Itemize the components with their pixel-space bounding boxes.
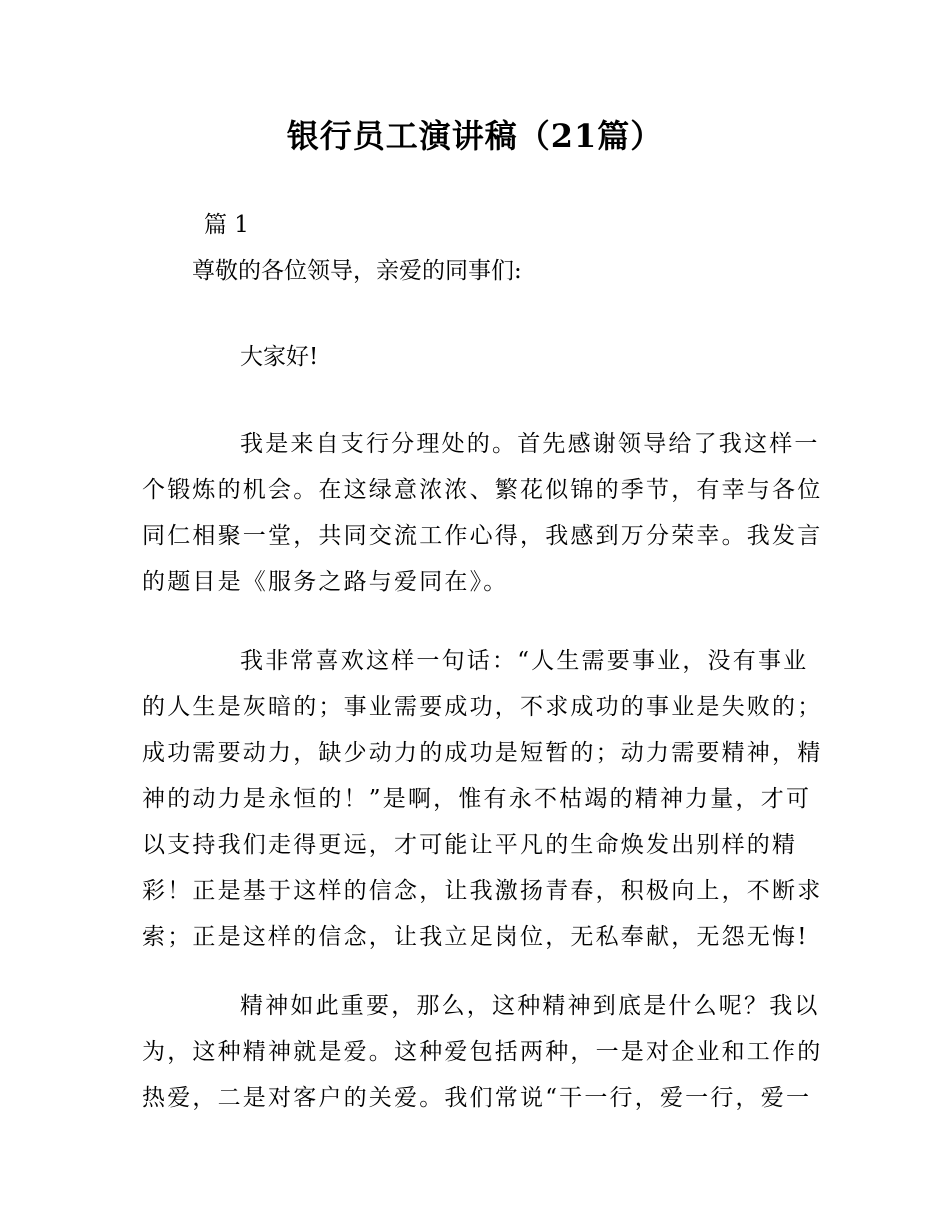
- paragraph-line: 我非常喜欢这样一句话：“人生需要事业，没有事业: [240, 648, 809, 674]
- paragraph-line: 精神如此重要，那么，这种精神到底是什么呢？我以: [240, 993, 820, 1019]
- paragraph-line: 以支持我们走得更远，才可能让平凡的生命焕发出别样的精: [142, 832, 798, 858]
- paragraph-line: 成功需要动力，缺少动力的成功是短暂的；动力需要精神，精: [142, 740, 823, 766]
- body-paragraph: [142, 421, 823, 605]
- body-paragraph: [142, 638, 823, 960]
- paragraph-line: 个锻炼的机会。在这绿意浓浓、繁花似锦的季节，有幸与各位: [142, 477, 823, 503]
- paragraph-line: 索；正是这样的信念，让我立足岗位，无私奉献，无怨无悔!: [142, 924, 809, 950]
- paragraph-line: 的题目是《服务之路与爱同在》。: [142, 569, 509, 595]
- paragraph-line: 我是来自支行分理处的。首先感谢领导给了我这样一: [240, 431, 820, 457]
- document-title: 银行员工演讲稿（21篇）: [286, 117, 664, 155]
- paragraph-line: 为，这种精神就是爱。这种爱包括两种，一是对企业和工作的: [142, 1039, 823, 1065]
- paragraph-line: 同仁相聚一堂，共同交流工作心得，我感到万分荣幸。我发言: [142, 523, 823, 549]
- paragraph-line: 彩！正是基于这样的信念，让我激扬青春，积极向上，不断求: [142, 878, 823, 904]
- paragraph-line: 神的动力是永恒的！”是啊，惟有永不枯竭的精神力量，才可: [142, 786, 812, 812]
- body-paragraph: [142, 983, 823, 1121]
- salutation: 尊敬的各位领导，亲爱的同事们:: [192, 258, 522, 284]
- paragraph-line: 热爱，二是对客户的关爱。我们常说“干一行，爱一行，爱一: [142, 1085, 812, 1111]
- section-label: 篇 1: [204, 212, 249, 238]
- paragraph-line: 的人生是灰暗的；事业需要成功，不求成功的事业是失败的；: [142, 694, 823, 720]
- greeting: 大家好!: [240, 344, 319, 370]
